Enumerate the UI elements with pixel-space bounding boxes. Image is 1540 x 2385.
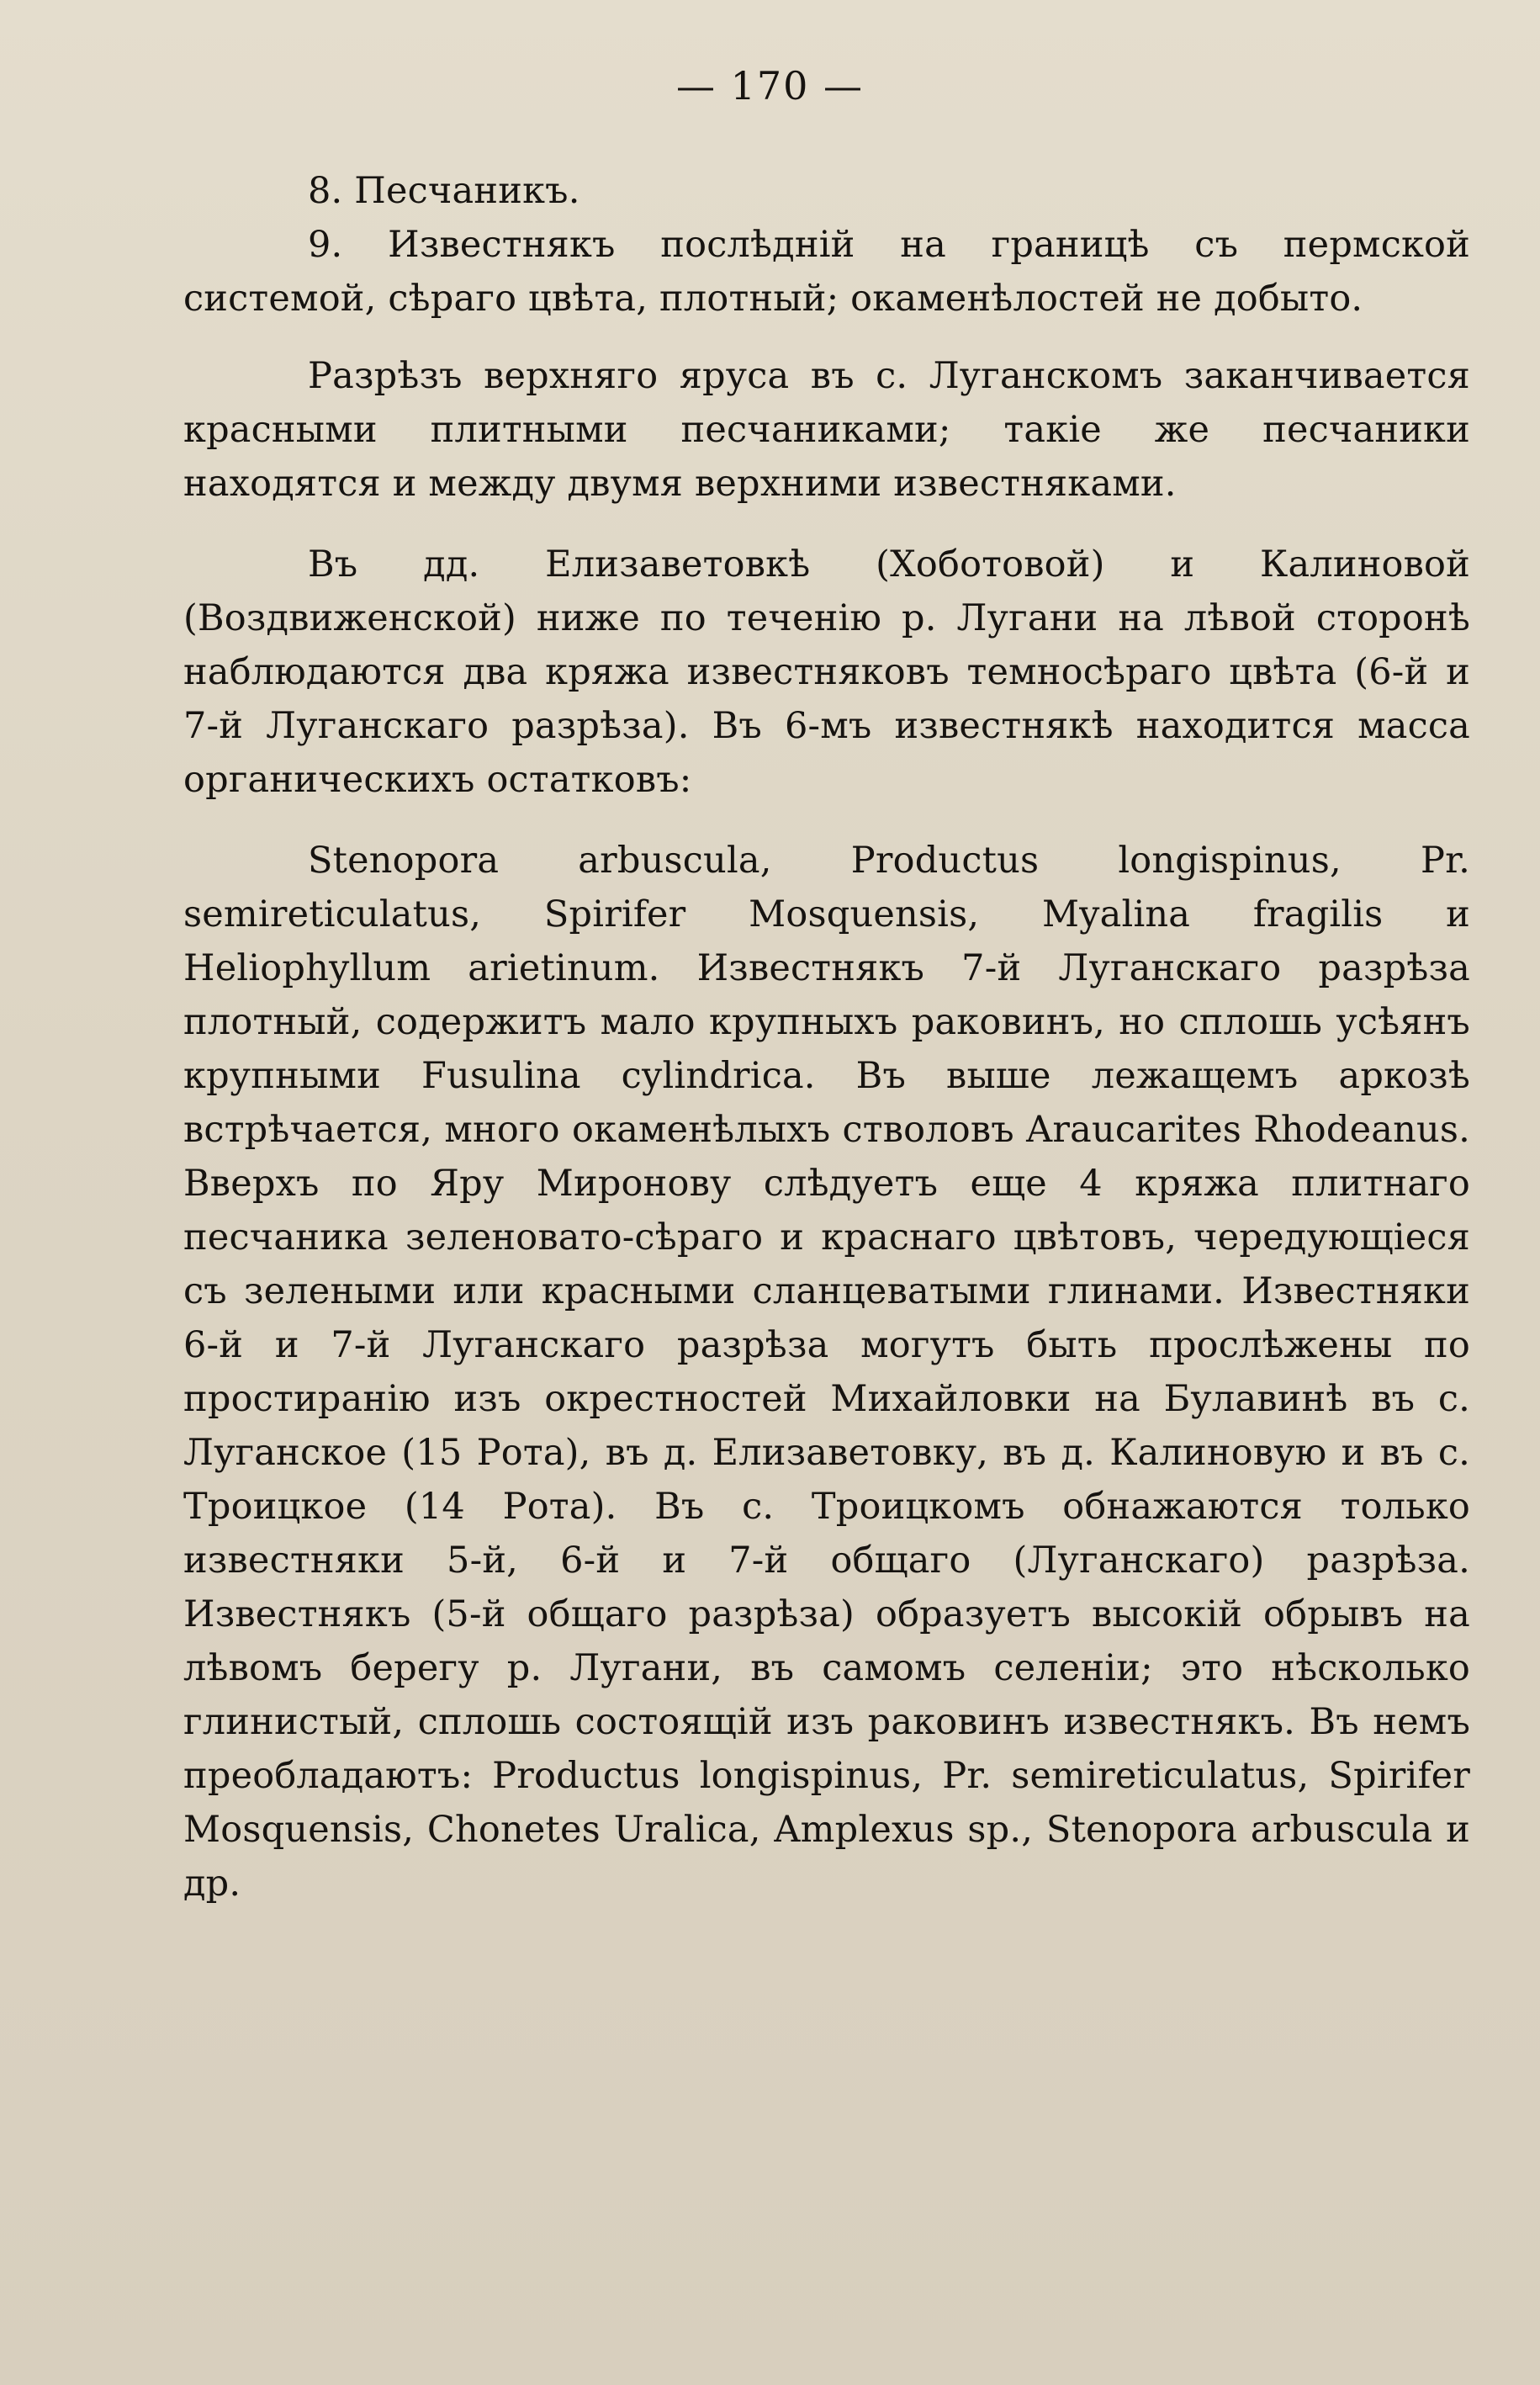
list-item-8: 8. Песчаникъ. xyxy=(308,170,580,212)
list-item-9: 9. Известнякъ послѣдній на границѣ съ пермской системой, сѣраго цвѣта, плотный; окаменѣлостей не добыто. xyxy=(183,224,1470,320)
page-number: — 170 — xyxy=(675,63,865,109)
page-text xyxy=(183,164,1470,1911)
paragraph-elizavetovka: Въ дд. Елизаветовкѣ (Хоботовой) и Калиновой (Воздвиженской) ниже по теченію р. Лугани на лѣвой сторонѣ наблюдаются два кряжа известняковъ темносѣраго цвѣта (6-й и 7-й Луганскаго разрѣза). Въ 6-мъ известнякѣ находится масса органическихъ остатковъ: xyxy=(183,543,1470,801)
paragraph-fossil-list: Stenopora arbuscula, Productus longispinus, Pr. semireticulatus, Spirifer Mosquensis, Myalina fragilis и Heliophyllum arietinum. Известнякъ 7-й Луганскаго разрѣза плотный, содержитъ мало крупныхъ раковинъ, но сплошь усѣянъ крупными Fusulina cylindrica. Въ выше лежащемъ аркозѣ встрѣчается, много окаменѣлыхъ стволовъ Araucarites Rhodeanus. Вверхъ по Яру Миронову слѣдуетъ еще 4 кряжа плитнаго песчаника зеленовато-сѣраго и краснаго цвѣтовъ, чередующіеся съ зелеными или красными сланцеватыми глинами. Известняки 6-й и 7-й Луганскаго разрѣза могутъ быть прослѣжены по простиранію изъ окрестностей Михайловки на Булавинѣ въ с. Луганское (15 Рота), въ д. Елизаветовку, въ д. Калиновую и въ с. Троицкое (14 Рота). Въ с. Троицкомъ обнажаются только известняки 5-й, 6-й и 7-й общаго (Луганскаго) разрѣза. Известнякъ (5-й общаго разрѣза) образуетъ высокій обрывъ на лѣвомъ берегу р. Лугани, въ самомъ селеніи; это нѣсколько глинистый, сплошь состоящій изъ раковинъ известнякъ. Въ немъ преобладаютъ: Productus longispinus, Pr. semireticulatus, Spirifer Mosquensis, Chonetes Uralica, Amplexus sp., Stenopora arbuscula и др. xyxy=(183,840,1470,1905)
paragraph-upper-tier-section: Разрѣзъ верхняго яруса въ с. Луганскомъ заканчивается красными плитными песчаниками; такіе же песчаники находятся и между двумя верхними известняками. xyxy=(183,355,1470,505)
